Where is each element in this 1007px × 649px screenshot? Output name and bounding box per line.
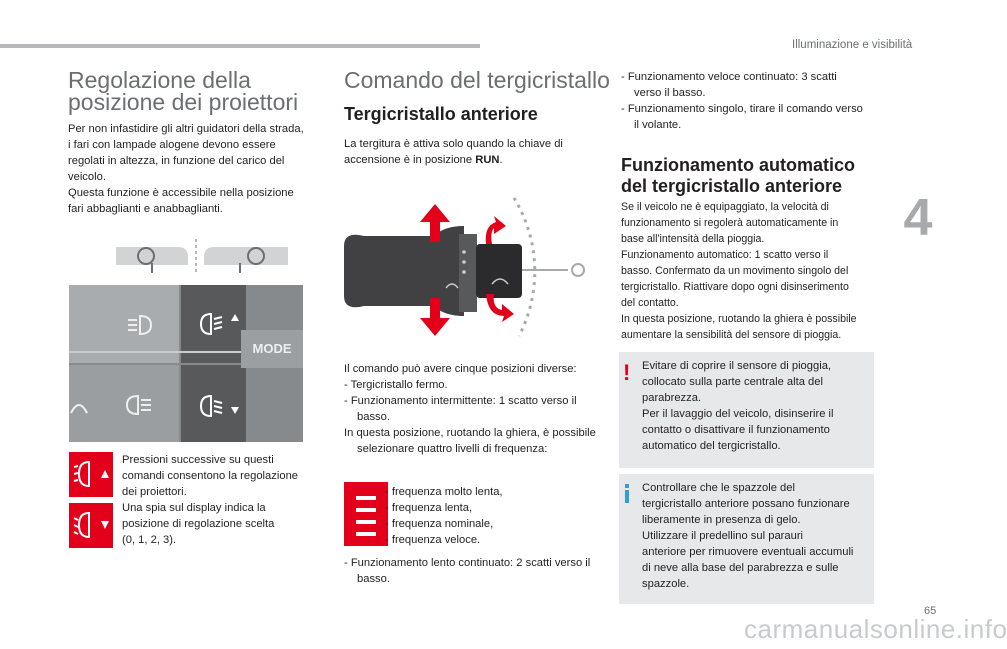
section-title: Illuminazione e visibilità	[792, 39, 913, 51]
auto-wiper-title: Funzionamento automatico del tergicristallo anteriore	[621, 155, 855, 196]
wiper-stalk-illustration	[344, 186, 594, 358]
frequency-levels-icon	[344, 482, 388, 546]
chapter-number: 4	[903, 189, 933, 247]
frequency-list: - frequenza molto lenta, - frequenza lenta, - frequenza nominale, - frequenza veloce.	[385, 486, 503, 546]
front-wiper-subtitle: Tergicristallo anteriore	[344, 104, 538, 124]
headlamp-down-icon	[197, 393, 241, 419]
headlamp-paragraph: Per non infastidire gli altri guidatori della strada, i fari con lampade alogene devono essere regolati in altezza, in funzione del carico del veicolo. Questa funzione è accessibile nella posizione fari abbaglianti e anabbaglianti.	[68, 123, 304, 215]
auto-wiper-paragraph: Se il veicolo ne è equipaggiato, la velocità di funzionamento si regolerà automaticamente in base all'intensità della pioggia. Funzionamento automatico: 1 scatto verso il basso. Confermato da un movimento singolo del tergicristallo. Riattivare dopo ogni disinserimento del contatto. In questa posizione, ruotando la ghiera è possibile aumentare la sensibilità del sensore di pioggia.	[621, 201, 857, 341]
warning-box	[619, 352, 874, 468]
mode-button-label: MODE	[241, 330, 303, 368]
headlamp-down-red-icon	[69, 503, 113, 548]
info-text: Controllare che le spazzole del tergicristallo anteriore possano funzionare liberamente in presenza di gelo. Utilizzare il predellino sul parauri anteriore per rimuovere eventuali accumuli di neve alla base del parabrezza e sulle spazzole.	[642, 482, 854, 590]
headlamp-up-red-icon	[69, 452, 113, 497]
page-number: 65	[924, 605, 937, 617]
car-load-icon	[108, 235, 298, 275]
warning-text: Evitare di coprire il sensore di pioggia, collocato sulla parte centrale alta del parabrezza. Per il lavaggio del veicolo, disinserire il contatto o disattivare il funzionamento automatico del tergicristallo.	[642, 360, 834, 452]
fog-lamp-icon	[124, 313, 154, 337]
wiper-intro: La tergitura è attiva solo quando la chiave di accensione è in posizione RUN.	[344, 138, 563, 166]
info-box	[619, 474, 874, 604]
wiper-modes-continued: - Funzionamento veloce continuato: 3 scatti verso il basso. - Funzionamento singolo, tirare il comando verso il volante.	[621, 71, 863, 131]
info-icon	[625, 484, 629, 504]
header-rule	[0, 44, 480, 48]
headlamp-caption: Pressioni successive su questi comandi consentono la regolazione dei proiettori. Una spia sul display indica la posizione di regolazione scelta (0, 1, 2, 3).	[122, 454, 299, 546]
warning-icon: !	[623, 360, 631, 385]
headlamp-control-panel	[69, 285, 303, 442]
wiper-title: Comando del tergicristallo	[344, 67, 610, 93]
rear-fog-icon	[124, 393, 154, 417]
headlamp-title: Regolazione della posizione dei proiettori	[68, 67, 299, 115]
slow-continuous: - Funzionamento lento continuato: 2 scatti verso il basso.	[344, 557, 591, 585]
headlamp-up-icon	[197, 311, 241, 337]
wiper-positions: Il comando può avere cinque posizioni diverse: - Tergicristallo fermo. - Funzionamento intermittente: 1 scatto verso il basso. In questa posizione, ruotando la ghiera, è possibile selezionare quattro livelli di frequenza:	[344, 363, 596, 455]
wiper-edge-icon	[69, 393, 89, 417]
watermark: carmanualsonline.info	[744, 614, 1007, 644]
